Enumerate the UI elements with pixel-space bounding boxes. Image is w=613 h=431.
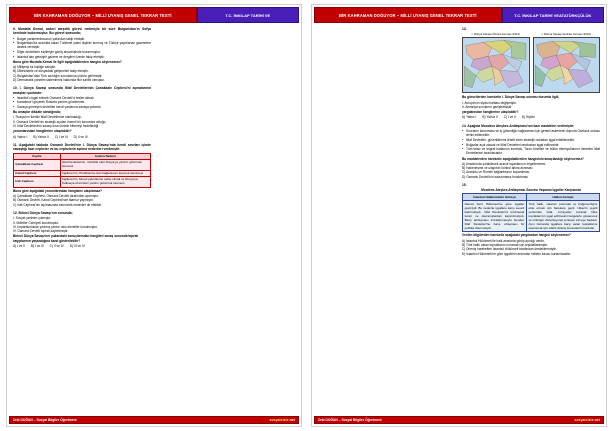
roman-item-iii: III. İtilaf Devletlerinin savaşı kısa sürede bitirmeyi hedeflediği (13, 124, 99, 129)
cell-cephe: Irak Cephesi (14, 177, 61, 188)
question-11 (13, 143, 151, 207)
option-b[interactable]: B) Türk halkı vatan topraklarını korumak için teşkilatlanmıştır. (462, 243, 549, 247)
col-header-cephe: Cephe (14, 153, 61, 160)
question-11-lead: Buna göre aşağıdaki yorumlarından hangisine ulaşılamaz? (13, 188, 102, 193)
option-b[interactable]: B) I ve III (30, 243, 44, 248)
roman-item-iv: IV. Osmanlı Devleti toprak kaybetmiştir. (13, 229, 69, 234)
footer-author: Zeki DOĞAN – Sosyal Bilgiler Öğretmeni (318, 418, 382, 422)
cell-istanbul-view: Damat Ferit Hükümeti'ne göre işgaller geçiciydi. Bu nedenle işgallere karşı sessiz kalınmalıydı. İtilaf Devletleri'ni kızdıracak tutum ve davranışlardan kaçınılmalıydı. Barış antlaşması imzalanmasıyla beraber İtilaf Devletleri'ne barış uzlaşması bir politika izlenmeliydi. (463, 201, 527, 232)
cell-neden: İngiltere'nin, Hindistan'la olan bağlantısını kesmek istenmesi (60, 170, 150, 177)
roman-item-ii: II. Almanya sınırlarını genişletmiştir. (462, 104, 513, 109)
page-footer-left (9, 416, 299, 424)
right-column (462, 27, 600, 414)
question-12-options (13, 244, 151, 248)
option-d[interactable]: D) II ve III (73, 134, 88, 139)
question-9-options (13, 65, 151, 82)
question-15-table-caption: Mondros Ateşkes Antlaşması Sonrası Yaşanan İşgaller Karşısında (481, 188, 581, 193)
option-b[interactable]: B) Yalnız II (482, 115, 498, 120)
roman-item-i: I. Avrupa'nın siyasi haritası değişmiştir. (462, 100, 517, 105)
left-column-spacer (157, 27, 295, 414)
europe-map-1919-svg (534, 38, 600, 92)
question-12-title: 12. Birinci Dünya Savaşı'nın sonunda; (13, 210, 73, 215)
roman-item-i: I. Sovyet yeniden çıkmıştır. (13, 216, 52, 221)
question-10-title: 10. I. Dünya Savaşı sırasında İtilaf Devletlerinin Çanakkale Cephesi'ni açmalarının amaçları şunlardır: (13, 86, 151, 95)
question-10-lead: Bu amaçlar dikkate alındığında; (13, 110, 61, 115)
roman-item-ii: II. Milletler Cemiyeti kurulmuştur. (13, 220, 60, 225)
option-d[interactable]: D) Demokratik yönetim sistemlerini hakkında fikir sahibi olmuştur. (13, 77, 105, 82)
option-c[interactable]: C) I ve III (54, 134, 68, 139)
map-1914-box (462, 32, 530, 93)
col-header-istanbul: İstanbul Hükümetinin Görüşü (463, 194, 527, 201)
option-c[interactable]: C) Bulgaristan'daki Türk azınlığın sorunlarına çözüm getirmiştir. (13, 73, 103, 78)
header-subject-line1: T.C. İNKILAP TARİHİ VE (514, 12, 559, 18)
europe-map-1914-svg (463, 38, 529, 92)
list-item: ● Tüm telsiz ve telgraf hatlarının kontrolü, Toros tünelleri ve bütün demiryollarının denetimi İtilaf Devletlerine bırakılacaktır. (462, 147, 600, 156)
map-1919-image (533, 37, 601, 93)
question-11-table (13, 153, 151, 188)
question-9-title: 9. Mustafa Kemal, askeri ateşelik görevi nedeniyle bir süre Bulgaristan'ın Sofya kentinde bulunmuştur. Bu görevi sırasında; (13, 27, 151, 36)
left-column (13, 27, 151, 414)
option-c[interactable]: C) Irak Cephesi'nin açılmasında ekonomik nedenler de etkilidir. (13, 202, 102, 207)
list-item: ● Bulgaristan'da azınlıkta kalan Türklerle yakın ilişkiler kurmuş ve Türkçe yayınlanan gazetelere destek vermiştir. (13, 41, 151, 50)
page-header-left (9, 7, 299, 23)
question-11-title: 11. Aşağıdaki tabloda Osmanlı Devleti'nin I. Dünya Savaşı'nda kendi sınırları içinde savaştığı bazı cepheler ve bu cephelerin açılma nedenleri verilmiştir. (13, 143, 151, 152)
list-item: ● Savaşa girmeyen devletleri kendi yanlarına savaşa çekmek. (13, 105, 151, 109)
header-subject-line1: T.C. İNKILAP TARİHİ VE (225, 12, 271, 18)
question-15 (462, 183, 600, 256)
question-13-maps (462, 32, 600, 93)
roman-item-ii: II. Osmanlı Devleti'nin stratejik açıdan önemli bir konumda olduğu, (13, 119, 107, 124)
page-header-right (314, 7, 604, 23)
header-test-title: BİR KAHRAMAN DOĞUYOR – MİLLİ UYANIŞ GENEL TEKRAR TESTİ (9, 7, 197, 23)
page-left (6, 4, 302, 427)
header-subject-title (197, 7, 299, 23)
question-14-options (462, 162, 600, 179)
option-d[interactable]: D) İstanbul Hükümeti'ne göre işgallerin ardından milletin kaosu kurtarılacaktır. (462, 251, 572, 256)
header-subject-title (502, 7, 604, 23)
cell-halk-view: Türk halkı, vatanını korumak ve bağımsızlığını elde etmek için harekete geçti. Ülkenin çeşitli yerlerinde halk, cemiyetler kurarak Ülke topraklarının işgal edilmesini belgelerle göstererek ve mitingler düzenleyerek protesto etmeye başladı. Aynı zamanda işgallere karşı vatan topraklarını savunmak için silahlı direniş kuvvetlerini kurdular. (526, 201, 599, 232)
option-c[interactable]: C) II ve IV (49, 243, 64, 248)
option-d[interactable]: D) Hiçbiri (521, 115, 535, 120)
question-10-options (13, 135, 151, 139)
page-left-body (7, 25, 301, 414)
question-13-lead: Bu görsellerden hareketle I. Dünya Savaşı sonrası durumla ilgili, (462, 95, 560, 100)
option-b[interactable]: B) Ülkesindeki ve dünyadaki gelişmeleri takip etmiştir. (13, 69, 89, 74)
question-15-lead: Verilen bilgilerden hareketle aşağıdaki yargılardan hangisi söylenemez? (462, 233, 571, 238)
question-15-table (462, 193, 600, 232)
question-13-lead2: yargılarından hangilerine ulaşılabilir? (462, 110, 519, 115)
question-14-lead: Bu maddelerden hareketle aşağıdakilerden hangisinin amaçlandığı söylenemez? (462, 156, 584, 161)
footer-site-rest: .net (288, 418, 295, 422)
table-row (14, 177, 151, 188)
option-c[interactable]: C) Anadolu ve Rumeli bağlantısının koparılması (462, 170, 530, 175)
page-right-body (312, 25, 606, 414)
question-12 (13, 211, 151, 248)
option-a[interactable]: A) Çanakkale Cephesi, Osmanlı Devleti tarafından açılmıştır. (13, 194, 99, 199)
question-12-roman (13, 216, 151, 233)
question-9 (13, 27, 151, 82)
option-d[interactable]: D) III ve IV (69, 243, 85, 248)
footer-site-rest: .net (593, 418, 600, 422)
map-1919-box (533, 32, 601, 93)
question-15-number: 15. (462, 183, 467, 187)
cell-cephe: Kanal Cephesi (14, 170, 61, 177)
table-header-row (463, 194, 600, 201)
question-11-options (13, 194, 151, 207)
col-header-neden: Açılma Nedeni (60, 153, 150, 160)
list-item: ● İtilaf Devletleri, güvenliklerini tehdit eden stratejik noktaları işgal edebilecektir. (462, 138, 600, 142)
option-a[interactable]: A) İstanbul Hükümeti ile halk arasında görüş ayrılığı vardır. (462, 238, 545, 243)
question-9-lead: Buna göre Mustafa Kemal ile ilgili aşağıdakilerden hangisi söylenemez? (13, 59, 122, 64)
question-10-roman (13, 115, 151, 128)
question-14 (462, 124, 600, 179)
question-14-title: 14. Aşağıda Mondros Ateşkes Antlaşması'nın bazı maddeleri verilmiştir: (462, 123, 575, 128)
option-a[interactable]: A) Yalnız I (462, 115, 477, 120)
option-d[interactable]: D) Osmanlı Devleti'nin savunmasız bırakılması (462, 174, 528, 179)
footer-site-bold: sosyalcizle (269, 418, 289, 422)
right-column-spacer (318, 27, 456, 414)
option-a[interactable]: A) Yalnız I (13, 134, 28, 139)
footer-author: Zeki DOĞAN – Sosyal Bilgiler Öğretmeni (13, 418, 77, 422)
col-header-halk: Halkın Görüşü (526, 194, 599, 201)
question-13 (462, 27, 600, 120)
header-test-title: BİR KAHRAMAN DOĞUYOR – MİLLİ UYANIŞ GENEL TEKRAR TESTİ (314, 7, 502, 23)
page-right (311, 4, 607, 427)
question-9-bullets (13, 37, 151, 59)
list-item: ● Bulgar parlamentosunun yakından takip etmiştir. (13, 37, 151, 41)
list-item: ● Boğazlar açık olacak ve İtilaf Devletleri tarafından işgal edilecektir. (462, 143, 600, 147)
question-10-lead2: yorumlarından hangilerine ulaşılabilir? (13, 129, 72, 134)
option-c[interactable]: C) I ve II (503, 115, 516, 120)
list-item: ● İstanbul'u işgal ederek Osmanlı Devleti'ni teslim almak (13, 96, 151, 100)
option-b[interactable]: B) Osmanlı Devleti, Kanal Cephesi'nde taarruz yapmıştır. (13, 198, 94, 203)
option-b[interactable]: B) Haberleşme ve ulaşımın kontrol altına alınması (462, 166, 533, 171)
list-item: ● Diğer devletlerin elçileriyle görüş alışverişinde bulunmuştur. (13, 50, 151, 54)
option-a[interactable]: A) I ve II (13, 243, 25, 248)
question-10 (13, 86, 151, 139)
option-a[interactable]: A) Milliyetçi bir kişiliğe sahiptir. (13, 65, 56, 70)
option-b[interactable]: B) Yalnız II (33, 134, 49, 139)
cell-neden: İngiltere'nin, Musul petrollerine sahip olmak ve Rusya'ya Kafkasya üzerinden yardım götürmek istemesi (60, 177, 150, 188)
table-row (463, 201, 600, 232)
option-c[interactable]: C) Direniş hareketleri İstanbul Hükümeti tarafından desteklenmiştir. (462, 247, 557, 252)
roman-item-iii: III. İmparatorluklar yıkılmış yerine ulus devletler kurulmuştur. (13, 224, 98, 229)
map-1914-image (462, 37, 530, 93)
option-a[interactable]: A) Anadolu'da çıkabilecek azınlık isyanlarının engellenmesi (462, 161, 546, 166)
question-14-bullets (462, 129, 600, 155)
footer-site-bold: sosyalcizle (574, 418, 594, 422)
map-1919-caption: I. Dünya Savaşı Sonrası Avrupa (1919) (541, 32, 591, 37)
cell-neden: İtilaf Devletlerinin, müttefiki olan Rusya'ya yardım götürmek istemesi (60, 160, 150, 171)
cell-cephe: Çanakkale Cephesi (14, 160, 61, 171)
footer-site[interactable] (270, 418, 295, 422)
table-row (14, 160, 151, 171)
question-13-options (462, 115, 600, 119)
list-item: ● İstanbul'dan gelmiştir gazene ve dergileri özenle takip etmiştir. (13, 55, 151, 59)
page-footer-right (314, 416, 604, 424)
list-item: ● Karadeniz'i geçerek Ruslara yardım göndermek. (13, 100, 151, 104)
map-1914-caption: I. Dünya Savaşı Öncesi Avrupa (1914) (471, 32, 520, 37)
question-10-bullets (13, 96, 151, 109)
footer-site[interactable] (575, 418, 600, 422)
question-13-roman (462, 101, 600, 110)
roman-item-i: I. Rusya'nın Ikentiz İtilaf Devletlerine katılmadığı, (13, 115, 82, 120)
list-item: ● Sınırların korunması ve iç güvenliğin sağlanması için gerekli askerlerin dışında Osmanlı ordusu terhis edilecektir. (462, 129, 600, 138)
header-subject-line2: ATATÜRKÇÜLÜK (558, 12, 592, 18)
question-13-number: 13. (462, 27, 467, 31)
question-15-options (462, 239, 600, 256)
question-12-lead: Birinci Dünya Savaşı'nın yukarıdaki sonuçlarından hangileri savaş sonunda toprak kayıplarının yaşandığına kanıt gösterilebilir? (13, 234, 139, 243)
